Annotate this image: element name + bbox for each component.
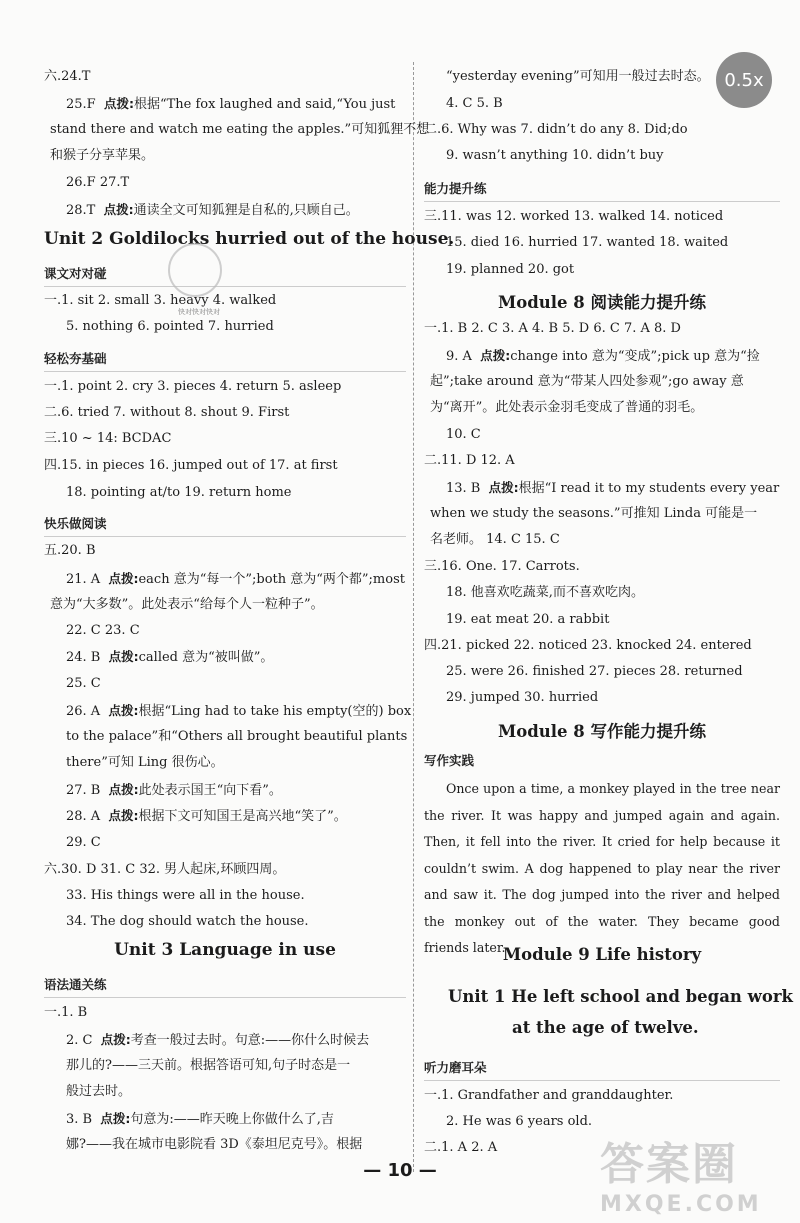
answer-line: 24. B 点拨:called 意为“被叫做”。 [66, 649, 274, 665]
module-title: Module 8 阅读能力提升练 [497, 293, 707, 312]
answer-line: 2. C 点拨:考查一般过去时。句意:——你什么时候去 [66, 1032, 370, 1048]
answer-line: 三.10 ~ 14: BCDAC [44, 431, 172, 446]
answer-line: 四.15. in pieces 16. jumped out of 17. at first [44, 458, 338, 473]
answer-line: 19. eat meat 20. a rabbit [446, 612, 610, 627]
answer-line: 一.1. point 2. cry 3. pieces 4. return 5. asleep [44, 379, 342, 394]
answer-line: 25. were 26. finished 27. pieces 28. returned [446, 664, 743, 679]
answer-line: 四.21. picked 22. noticed 23. knocked 24. entered [424, 638, 752, 653]
answer-line: 15. died 16. hurried 17. wanted 18. waited [446, 235, 729, 250]
module-title: Module 8 写作能力提升练 [497, 722, 707, 741]
answer-line: 娜?——我在城市电影院看 3D《泰坦尼克号》。根据 [66, 1137, 363, 1152]
unit-title: Unit 2 Goldilocks hurried out of the house. [44, 229, 455, 249]
answer-line: 起”;take around 意为“带某人四处参观”;go away 意 [430, 374, 744, 389]
answer-line: 二.6. tried 7. without 8. shout 9. First [44, 405, 290, 420]
answer-line: 3. B 点拨:句意为:——昨天晚上你做什么了,吉 [66, 1111, 334, 1127]
answer-line: 25.F 点拨:根据“The fox laughed and said,“You just [66, 96, 396, 112]
unit-title: Unit 1 He left school and began work [448, 987, 793, 1006]
answer-line: 5. nothing 6. pointed 7. hurried [66, 319, 274, 334]
answer-line: 一.1. Grandfather and granddaughter. [424, 1088, 674, 1103]
answer-line: 28. A 点拨:根据下文可知国王是高兴地“笑了”。 [66, 808, 347, 824]
answer-line: 一.1. B [44, 1005, 88, 1020]
answer-line: 和猴子分享苹果。 [50, 148, 155, 163]
answer-line: 那儿的?——三天前。根据答语可知,句子时态是一 [66, 1058, 351, 1073]
answer-line: 名老师。 14. C 15. C [430, 532, 560, 547]
answer-line: 般过去时。 [66, 1084, 132, 1099]
answer-line: 为“离开”。此处表示金羽毛变成了普通的羽毛。 [430, 400, 704, 415]
answer-line: when we study the seasons.”可推知 Linda 可能是一 [430, 506, 758, 521]
zoom-badge[interactable]: 0.5x [716, 52, 772, 108]
answer-line: 六.24.T [44, 69, 91, 84]
section-heading: 语法通关练 [44, 977, 107, 992]
page-number: — 10 — [363, 1160, 437, 1181]
section-heading: 课文对对碰 [44, 266, 107, 281]
answer-line: to the palace”和“Others all brought beautiful plants [66, 729, 408, 744]
answer-line: 29. jumped 30. hurried [446, 690, 599, 705]
answer-line: 二.11. D 12. A [424, 453, 515, 468]
answer-line: 33. His things were all in the house. [66, 888, 305, 903]
stamp-mark [168, 243, 222, 297]
answer-line: 三.11. was 12. worked 13. walked 14. noticed [424, 209, 724, 224]
answer-line: 五.20. B [44, 543, 96, 558]
unit-title: Unit 3 Language in use [114, 940, 336, 960]
answer-line: 22. C 23. C [66, 623, 140, 638]
answer-line: 13. B 点拨:根据“I read it to my students every year [446, 480, 780, 496]
answer-line: 4. C 5. B [446, 96, 503, 111]
essay-paragraph: Once upon a time, a monkey played in the tree near the river. It was happy and jumped again and again. Then, it fell into the river. It cried for help because it couldn’t swim. A dog happened to play near the river and saw it. The dog jumped into the river and helped the monkey out of the water. They became good friends later. [424, 781, 780, 955]
section-heading: 快乐做阅读 [44, 516, 107, 531]
answer-line: 二.1. A 2. A [424, 1140, 498, 1155]
answer-line: stand there and watch me eating the apples.”可知狐狸不想 [50, 122, 430, 137]
answer-line: 六.30. D 31. C 32. 男人起床,环顾四周。 [44, 862, 286, 877]
answer-line: “yesterday evening”可知用一般过去时态。 [446, 69, 710, 84]
answer-line: 29. C [66, 835, 101, 850]
watermark-top: 答案圈 [600, 1139, 738, 1190]
watermark-logo [600, 1128, 790, 1216]
answer-line: 二.6. Why was 7. didn’t do any 8. Did;do [424, 122, 688, 137]
section-heading: 写作实践 [424, 753, 475, 768]
answer-line: 18. pointing at/to 19. return home [66, 485, 292, 500]
answer-line: there”可知 Ling 很伤心。 [66, 755, 224, 770]
section-heading: 能力提升练 [424, 181, 487, 196]
answer-line: 9. wasn’t anything 10. didn’t buy [446, 148, 664, 163]
answer-line: 一.1. B 2. C 3. A 4. B 5. D 6. C 7. A 8. D [424, 321, 681, 336]
answer-line: 三.16. One. 17. Carrots. [424, 559, 580, 574]
unit-title: at the age of twelve. [512, 1018, 699, 1037]
answer-line: 21. A 点拨:each 意为“每一个”;both 意为“两个都”;most [66, 571, 405, 587]
answer-line: 2. He was 6 years old. [446, 1114, 593, 1129]
answer-line: 25. C [66, 676, 101, 691]
answer-line: 28.T 点拨:通读全文可知狐狸是自私的,只顾自己。 [66, 202, 359, 218]
stamp-text: 快对快对快对 [178, 308, 220, 316]
section-heading: 轻松夯基础 [44, 351, 107, 366]
answer-line: 26.F 27.T [66, 175, 130, 190]
answer-line: 27. B 点拨:此处表示国王“向下看”。 [66, 782, 282, 798]
answer-line: 意为“大多数”。此处表示“给每个人一粒种子”。 [50, 597, 324, 612]
answer-line: 26. A 点拨:根据“Ling had to take his empty(空的) box [66, 703, 412, 719]
answer-line: 34. The dog should watch the house. [66, 914, 309, 929]
answer-line: 19. planned 20. got [446, 262, 575, 277]
answer-line: 10. C [446, 427, 481, 442]
watermark-bottom: MXQE.COM [600, 1192, 762, 1217]
section-heading: 听力磨耳朵 [424, 1060, 487, 1075]
answer-line: 9. A 点拨:change into 意为“变成”;pick up 意为“捡 [446, 348, 760, 364]
module-title: Module 9 Life history [502, 945, 702, 964]
answer-line: 18. 他喜欢吃蔬菜,而不喜欢吃肉。 [446, 585, 644, 600]
answer-line: 一.1. sit 2. small 3. heavy 4. walked [44, 293, 277, 308]
